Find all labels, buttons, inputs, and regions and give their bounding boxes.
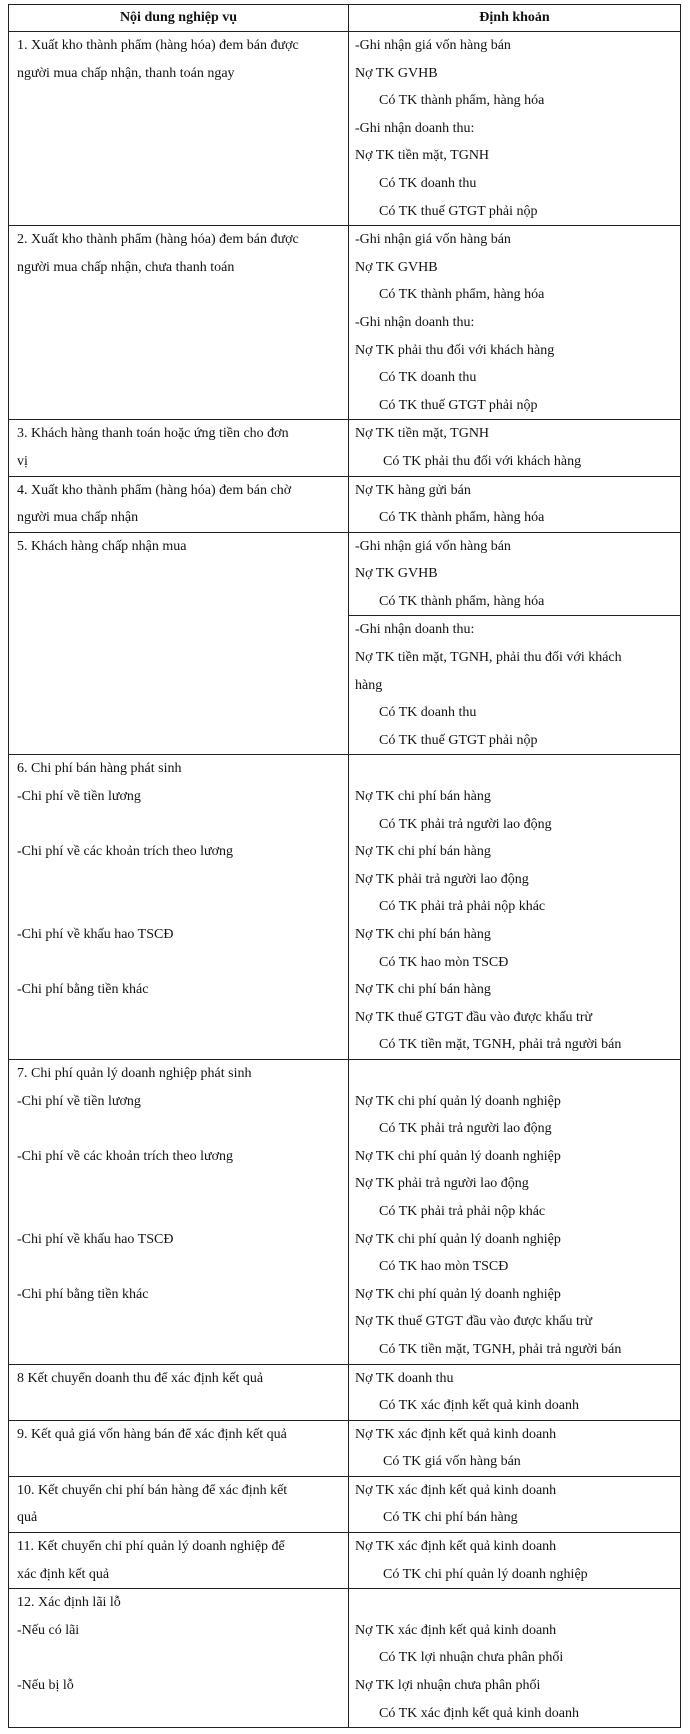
entry-line: Có TK hao mòn TSCĐ — [379, 954, 509, 970]
entry-cell — [349, 1364, 681, 1420]
entry-cell — [349, 476, 681, 532]
transaction-text — [9, 1004, 348, 1032]
entry-line: Có TK thuế GTGT phải nộp — [379, 732, 538, 748]
accounting-table — [8, 4, 681, 1728]
entry-line: Có TK xác định kết quả kinh doanh — [379, 1398, 579, 1414]
transaction-text: 11. Kết chuyển chi phí quản lý doanh nghiệp để — [17, 1539, 285, 1555]
transaction-text: -Chi phí bằng tiền khác — [17, 982, 149, 998]
entry-line: Nợ TK tiền mặt, TGNH, phải thu đối với khách — [355, 650, 622, 666]
transaction-text: 7. Chi phí quản lý doanh nghiệp phát sinh — [17, 1065, 252, 1081]
entry-line — [349, 755, 680, 783]
entry-line: Có TK phải trả phải nộp khác — [379, 899, 546, 915]
entry-line: Có TK thành phẩm, hàng hóa — [379, 510, 545, 526]
entry-line: Có TK thuế GTGT phải nộp — [379, 203, 538, 219]
entry-line: Có TK chi phí bán hàng — [383, 1510, 518, 1526]
transaction-text — [9, 1031, 348, 1059]
header-content: Nội dung nghiệp vụ — [9, 5, 349, 32]
entry-line: Có TK doanh thu — [379, 370, 477, 386]
transaction-text: -Chi phí về tiền lương — [17, 789, 141, 805]
table-row — [9, 476, 681, 532]
entry-line: -Ghi nhận giá vốn hàng bán — [355, 538, 511, 554]
entry-cell — [349, 1533, 681, 1589]
transaction-cell — [9, 1589, 349, 1728]
entry-cell — [349, 420, 681, 476]
transaction-text — [9, 1170, 348, 1198]
entry-line: Nợ TK xác định kết quả kinh doanh — [355, 1426, 557, 1442]
transaction-cell — [9, 476, 349, 532]
transaction-text: 3. Khách hàng thanh toán hoặc ứng tiền cho đơn — [17, 426, 289, 442]
entry-line: Có TK doanh thu — [379, 175, 477, 191]
table-row — [9, 226, 681, 420]
entry-line: Nợ TK chi phí quản lý doanh nghiệp — [355, 1231, 561, 1247]
transaction-text — [9, 1308, 348, 1336]
transaction-text: người mua chấp nhận — [17, 510, 139, 526]
entry-line: Nợ TK chi phí bán hàng — [355, 982, 491, 998]
entry-line: Có TK doanh thu — [379, 705, 477, 721]
entry-line: Nợ TK chi phí bán hàng — [355, 844, 491, 860]
entry-cell — [349, 1589, 681, 1728]
transaction-text: 10. Kết chuyển chi phí bán hàng để xác định kết — [17, 1482, 288, 1498]
entry-cell — [349, 32, 681, 226]
entry-line: Có TK giá vốn hàng bán — [383, 1454, 521, 1470]
transaction-text: vị — [17, 453, 28, 469]
transaction-text: 9. Kết quả giá vốn hàng bán để xác định kết quả — [17, 1426, 287, 1442]
entry-line: Có TK phải thu đối với khách hàng — [383, 453, 582, 469]
transaction-text — [9, 811, 348, 839]
transaction-text: -Nếu bị lỗ — [17, 1678, 74, 1694]
table-row — [9, 1533, 681, 1589]
entry-line: -Ghi nhận doanh thu: — [355, 120, 475, 136]
entry-line: Có TK tiền mặt, TGNH, phải trả người bán — [379, 1037, 622, 1053]
transaction-text: 8 Kết chuyển doanh thu để xác định kết quả — [17, 1370, 264, 1386]
entry-line: Nợ TK thuế GTGT đầu vào được khấu trừ — [355, 1009, 593, 1025]
transaction-text: 12. Xác định lãi lỗ — [17, 1595, 121, 1611]
entry-line: Có TK lợi nhuận chưa phân phối — [379, 1650, 564, 1666]
transaction-text: -Nếu có lãi — [17, 1622, 80, 1638]
table-row — [9, 532, 681, 616]
header-entry: Định khoản — [349, 5, 681, 32]
entry-line: Có TK hao mòn TSCĐ — [379, 1259, 509, 1275]
entry-line: Có TK phải trả người lao động — [379, 1121, 552, 1137]
entry-cell — [349, 755, 681, 1060]
transaction-text — [9, 866, 348, 894]
entry-line: Có TK tiền mặt, TGNH, phải trả người bán — [379, 1341, 622, 1357]
entry-line: Nợ TK chi phí quản lý doanh nghiệp — [355, 1286, 561, 1302]
entry-line: Có TK chi phí quản lý doanh nghiệp — [383, 1566, 588, 1582]
transaction-text: người mua chấp nhận, chưa thanh toán — [17, 259, 235, 275]
transaction-cell — [9, 420, 349, 476]
entry-cell — [349, 1476, 681, 1532]
entry-line: Có TK thành phẩm, hàng hóa — [379, 287, 545, 303]
transaction-text: -Chi phí về các khoản trích theo lương — [17, 1148, 233, 1164]
transaction-text: xác định kết quả — [17, 1566, 110, 1582]
transaction-text: người mua chấp nhận, thanh toán ngay — [17, 65, 235, 81]
entry-line: Có TK thuế GTGT phải nộp — [379, 397, 538, 413]
entry-line: Có TK thành phẩm, hàng hóa — [379, 593, 545, 609]
transaction-text — [9, 1336, 348, 1364]
entry-line: Nợ TK phải trả người lao động — [355, 1176, 529, 1192]
transaction-text: 5. Khách hàng chấp nhận mua — [17, 538, 187, 554]
entry-cell — [349, 226, 681, 420]
table-row — [9, 32, 681, 226]
transaction-text — [9, 1253, 348, 1281]
entry-line: -Ghi nhận doanh thu: — [355, 314, 475, 330]
transaction-text: -Chi phí về khấu hao TSCĐ — [17, 1231, 174, 1247]
entry-line: Nợ TK xác định kết quả kinh doanh — [355, 1539, 557, 1555]
transaction-text: 2. Xuất kho thành phẩm (hàng hóa) đem bán được — [17, 232, 299, 248]
transaction-cell — [9, 226, 349, 420]
entry-line: Có TK phải trả người lao động — [379, 816, 552, 832]
entry-line: hàng — [355, 677, 383, 693]
entry-line: Nợ TK GVHB — [355, 259, 438, 275]
table-row — [9, 755, 681, 1060]
entry-line: Có TK thành phẩm, hàng hóa — [379, 93, 545, 109]
transaction-cell — [9, 1059, 349, 1364]
transaction-cell — [9, 755, 349, 1060]
entry-cell — [349, 532, 681, 616]
transaction-cell — [9, 1476, 349, 1532]
entry-line: Nợ TK thuế GTGT đầu vào được khấu trừ — [355, 1314, 593, 1330]
entry-line: Nợ TK phải trả người lao động — [355, 871, 529, 887]
transaction-cell — [9, 532, 349, 755]
transaction-text: 4. Xuất kho thành phẩm (hàng hóa) đem bán chờ — [17, 482, 292, 498]
entry-line: Nợ TK xác định kết quả kinh doanh — [355, 1482, 557, 1498]
table-row — [9, 1364, 681, 1420]
entry-line: Nợ TK lợi nhuận chưa phân phối — [355, 1678, 541, 1694]
table-row — [9, 1476, 681, 1532]
transaction-text: -Chi phí bằng tiền khác — [17, 1286, 149, 1302]
transaction-text: -Chi phí về khấu hao TSCĐ — [17, 927, 174, 942]
table-row — [9, 1059, 681, 1364]
transaction-text: 1. Xuất kho thành phẩm (hàng hóa) đem bán được — [17, 38, 299, 53]
table-row — [9, 1589, 681, 1728]
entry-line: Nợ TK GVHB — [355, 65, 438, 81]
entry-line: Nợ TK tiền mặt, TGNH — [355, 426, 490, 442]
table-row — [9, 1420, 681, 1476]
entry-cell — [349, 616, 681, 755]
transaction-text — [9, 1198, 348, 1226]
transaction-text — [9, 1644, 348, 1672]
table-row — [9, 420, 681, 476]
transaction-text: -Chi phí về các khoản trích theo lương — [17, 844, 233, 860]
entry-line: Có TK phải trả phải nộp khác — [379, 1203, 546, 1219]
transaction-cell — [9, 1533, 349, 1589]
entry-line: Nợ TK doanh thu — [355, 1370, 454, 1386]
transaction-text: quả — [17, 1510, 38, 1526]
transaction-text — [9, 1700, 348, 1728]
transaction-text — [9, 949, 348, 977]
entry-line: Nợ TK chi phí quản lý doanh nghiệp — [355, 1148, 561, 1164]
entry-line: Nợ TK hàng gửi bán — [355, 482, 471, 498]
header-row — [9, 5, 681, 32]
entry-line: -Ghi nhận giá vốn hàng bán — [355, 232, 511, 248]
transaction-cell — [9, 1364, 349, 1420]
transaction-text: 6. Chi phí bán hàng phát sinh — [17, 761, 182, 777]
entry-line — [349, 1589, 680, 1617]
transaction-cell — [9, 1420, 349, 1476]
entry-cell — [349, 1420, 681, 1476]
entry-line: Nợ TK chi phí quản lý doanh nghiệp — [355, 1093, 561, 1109]
entry-line: -Ghi nhận doanh thu: — [355, 622, 475, 638]
entry-line: Nợ TK tiền mặt, TGNH — [355, 148, 490, 164]
entry-line: -Ghi nhận giá vốn hàng bán — [355, 38, 511, 53]
entry-line: Nợ TK chi phí bán hàng — [355, 789, 491, 805]
entry-line: Nợ TK chi phí bán hàng — [355, 927, 491, 942]
entry-line: Nợ TK GVHB — [355, 566, 438, 582]
entry-line: Có TK xác định kết quả kinh doanh — [379, 1705, 579, 1721]
entry-line: Nợ TK xác định kết quả kinh doanh — [355, 1622, 557, 1638]
transaction-cell — [9, 32, 349, 226]
entry-line: Nợ TK phải thu đối với khách hàng — [355, 342, 555, 358]
entry-cell — [349, 1059, 681, 1364]
entry-line — [349, 1060, 680, 1088]
transaction-text — [9, 893, 348, 921]
transaction-text: -Chi phí về tiền lương — [17, 1093, 141, 1109]
transaction-text — [9, 1115, 348, 1143]
